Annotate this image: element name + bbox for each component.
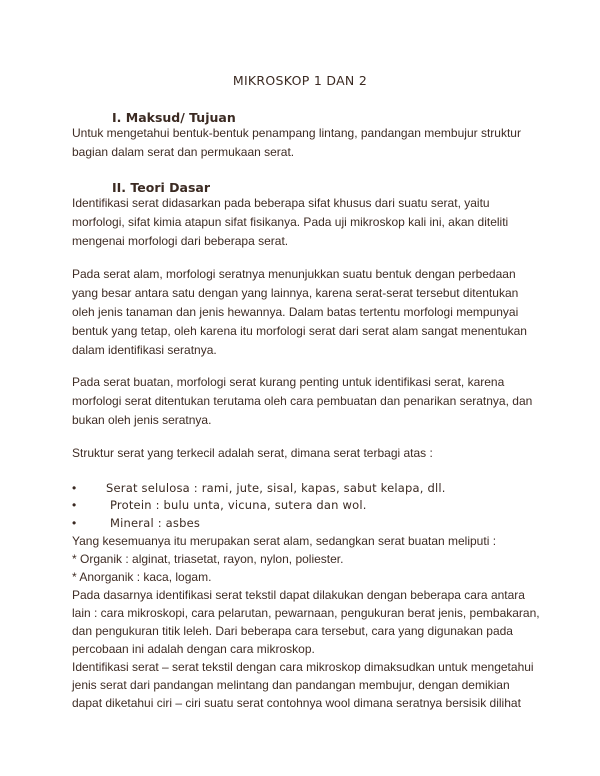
- text-line: oleh jenis tanaman dan jenis hewannya. Dalam batas tertentu morfologi mempunyai: [72, 305, 519, 319]
- text-line: Pada serat alam, morfologi seratnya menunjukkan suatu bentuk dengan perbedaan: [72, 267, 516, 281]
- text-line: Yang kesemuanya itu merupakan serat alam, sedangkan serat buatan meliputi :: [72, 534, 497, 548]
- text-line: jenis serat dari pandangan melintang dan pandangan membujur, dengan demikian: [72, 678, 510, 692]
- text-line: lain : cara mikroskopi, cara pelarutan, pewarnaan, pengukuran berat jenis, pembakaran,: [72, 606, 540, 620]
- text-line: * Anorganik : kaca, logam.: [72, 570, 212, 584]
- text-line: Identifikasi serat – serat tekstil dengan cara mikroskop dimaksudkan untuk mengetahui: [72, 660, 534, 674]
- section-heading-purpose: I. Maksud/ Tujuan: [112, 110, 236, 125]
- text-line: morfologi, sifat kimia atapun sifat fisikanya. Pada uji mikroskop kali ini, akan diteliti: [72, 215, 509, 229]
- text-line: Struktur serat yang terkecil adalah serat, dimana serat terbagi atas :: [72, 446, 433, 460]
- text-line: dan pengukuran titik leleh. Dari beberapa cara tersebut, cara yang digunakan pada: [72, 624, 513, 638]
- list-item-text: Serat selulosa : rami, jute, sisal, kapas, sabut kelapa, dll.: [106, 481, 446, 495]
- text-line: Pada dasarnya identifikasi serat tekstil dapat dilakukan dengan beberapa cara antara: [72, 588, 525, 602]
- text-line: Identifikasi serat didasarkan pada beberapa sifat khusus dari suatu serat, yaitu: [72, 196, 490, 210]
- bullet-icon: •: [72, 481, 77, 495]
- text-line: yang besar antara satu dengan yang lainnya, karena serat-serat tersebut ditentukan: [72, 286, 519, 300]
- section-heading-theory: II. Teori Dasar: [112, 180, 210, 195]
- text-line: bukan oleh jenis seratnya.: [72, 413, 212, 427]
- list-item-text: Mineral : asbes: [110, 516, 201, 530]
- text-line: dapat diketahui ciri – ciri suatu serat contohnya wool dimana seratnya bersisik dilihat: [72, 696, 521, 710]
- bullet-icon: •: [72, 516, 77, 530]
- document-title: MIKROSKOP 1 DAN 2: [232, 73, 368, 88]
- text-line: bentuk yang tetap, oleh karena itu morfologi serat dari serat alam sangat menentukan: [72, 324, 527, 338]
- text-line: morfologi serat ditentukan terutama oleh cara pembuatan dan penarikan seratnya, dan: [72, 394, 533, 408]
- text-line: percobaan ini adalah dengan cara mikroskop.: [72, 642, 315, 656]
- list-item-text: Protein : bulu unta, vicuna, sutera dan wol.: [110, 498, 367, 512]
- bullet-icon: •: [72, 498, 77, 512]
- text-line: bagian dalam serat dan permukaan serat.: [72, 145, 295, 159]
- text-line: dalam identifikasi seratnya.: [72, 343, 217, 357]
- text-line: * Organik : alginat, triasetat, rayon, nylon, poliester.: [72, 552, 344, 566]
- text-line: Pada serat buatan, morfologi serat kurang penting untuk identifikasi serat, karena: [72, 375, 505, 389]
- text-line: Untuk mengetahui bentuk-bentuk penampang lintang, pandangan membujur struktur: [72, 126, 521, 140]
- text-line: mengenai morfologi dari beberapa serat.: [72, 234, 289, 248]
